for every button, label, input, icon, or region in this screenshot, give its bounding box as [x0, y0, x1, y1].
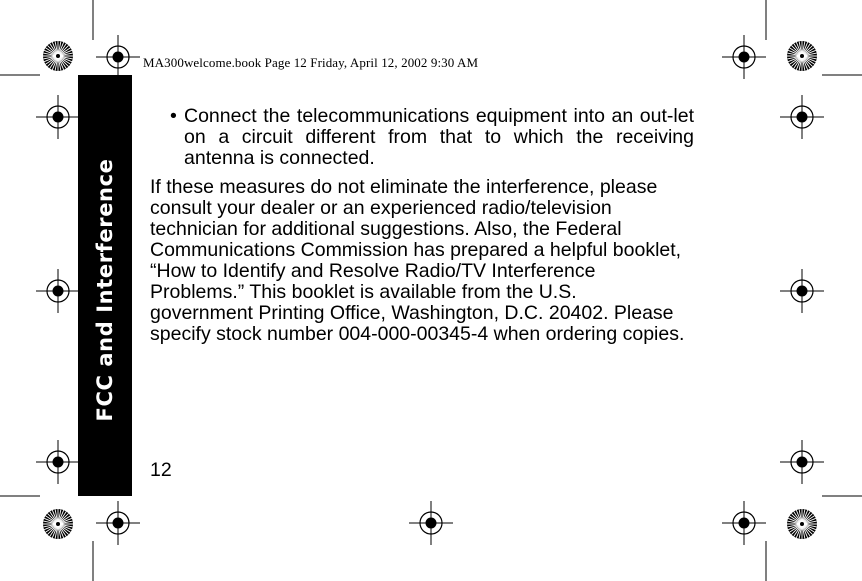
- page-number: 12: [150, 459, 172, 481]
- registration-mark-icon: [96, 501, 140, 545]
- registration-mark-icon: [96, 35, 140, 79]
- registration-mark-icon: [722, 35, 766, 79]
- registration-mark-icon: [722, 501, 766, 545]
- star-target-icon: [787, 41, 817, 71]
- registration-mark-icon: [780, 95, 824, 139]
- registration-mark-icon: [36, 95, 80, 139]
- registration-mark-icon: [409, 501, 453, 545]
- bullet-text: Connect the telecommunications equipment into an out-let on a circuit different from that to which the receiving antenna is connected.: [184, 105, 694, 169]
- star-target-icon: [43, 41, 73, 71]
- book-file-info: MA300welcome.book Page 12 Friday, April 12, 2002 9:30 AM: [143, 55, 479, 70]
- bullet-item: [150, 106, 702, 169]
- registration-mark-icon: [36, 440, 80, 484]
- body-paragraph: If these measures do not eliminate the interference, please consult your dealer or an experienced radio/television technician for additional suggestions. Also, the Federal Communications Commission has prepared a helpful booklet, “How to Identify and Resolve Radio/TV Interference Problems.” This booklet is available from the U.S. government Printing Office, Washington, D.C. 20402. Please specify stock number 004-000-00345-4 when ordering copies.: [150, 176, 685, 345]
- page-content: [150, 106, 702, 345]
- star-target-icon: [787, 509, 817, 539]
- registration-mark-icon: [780, 440, 824, 484]
- registration-mark-icon: [36, 269, 80, 313]
- star-target-icon: [43, 509, 73, 539]
- bullet-icon: •: [170, 105, 177, 127]
- section-title: FCC and Interference: [93, 158, 117, 422]
- section-side-tab: [78, 75, 132, 496]
- registration-mark-icon: [780, 269, 824, 313]
